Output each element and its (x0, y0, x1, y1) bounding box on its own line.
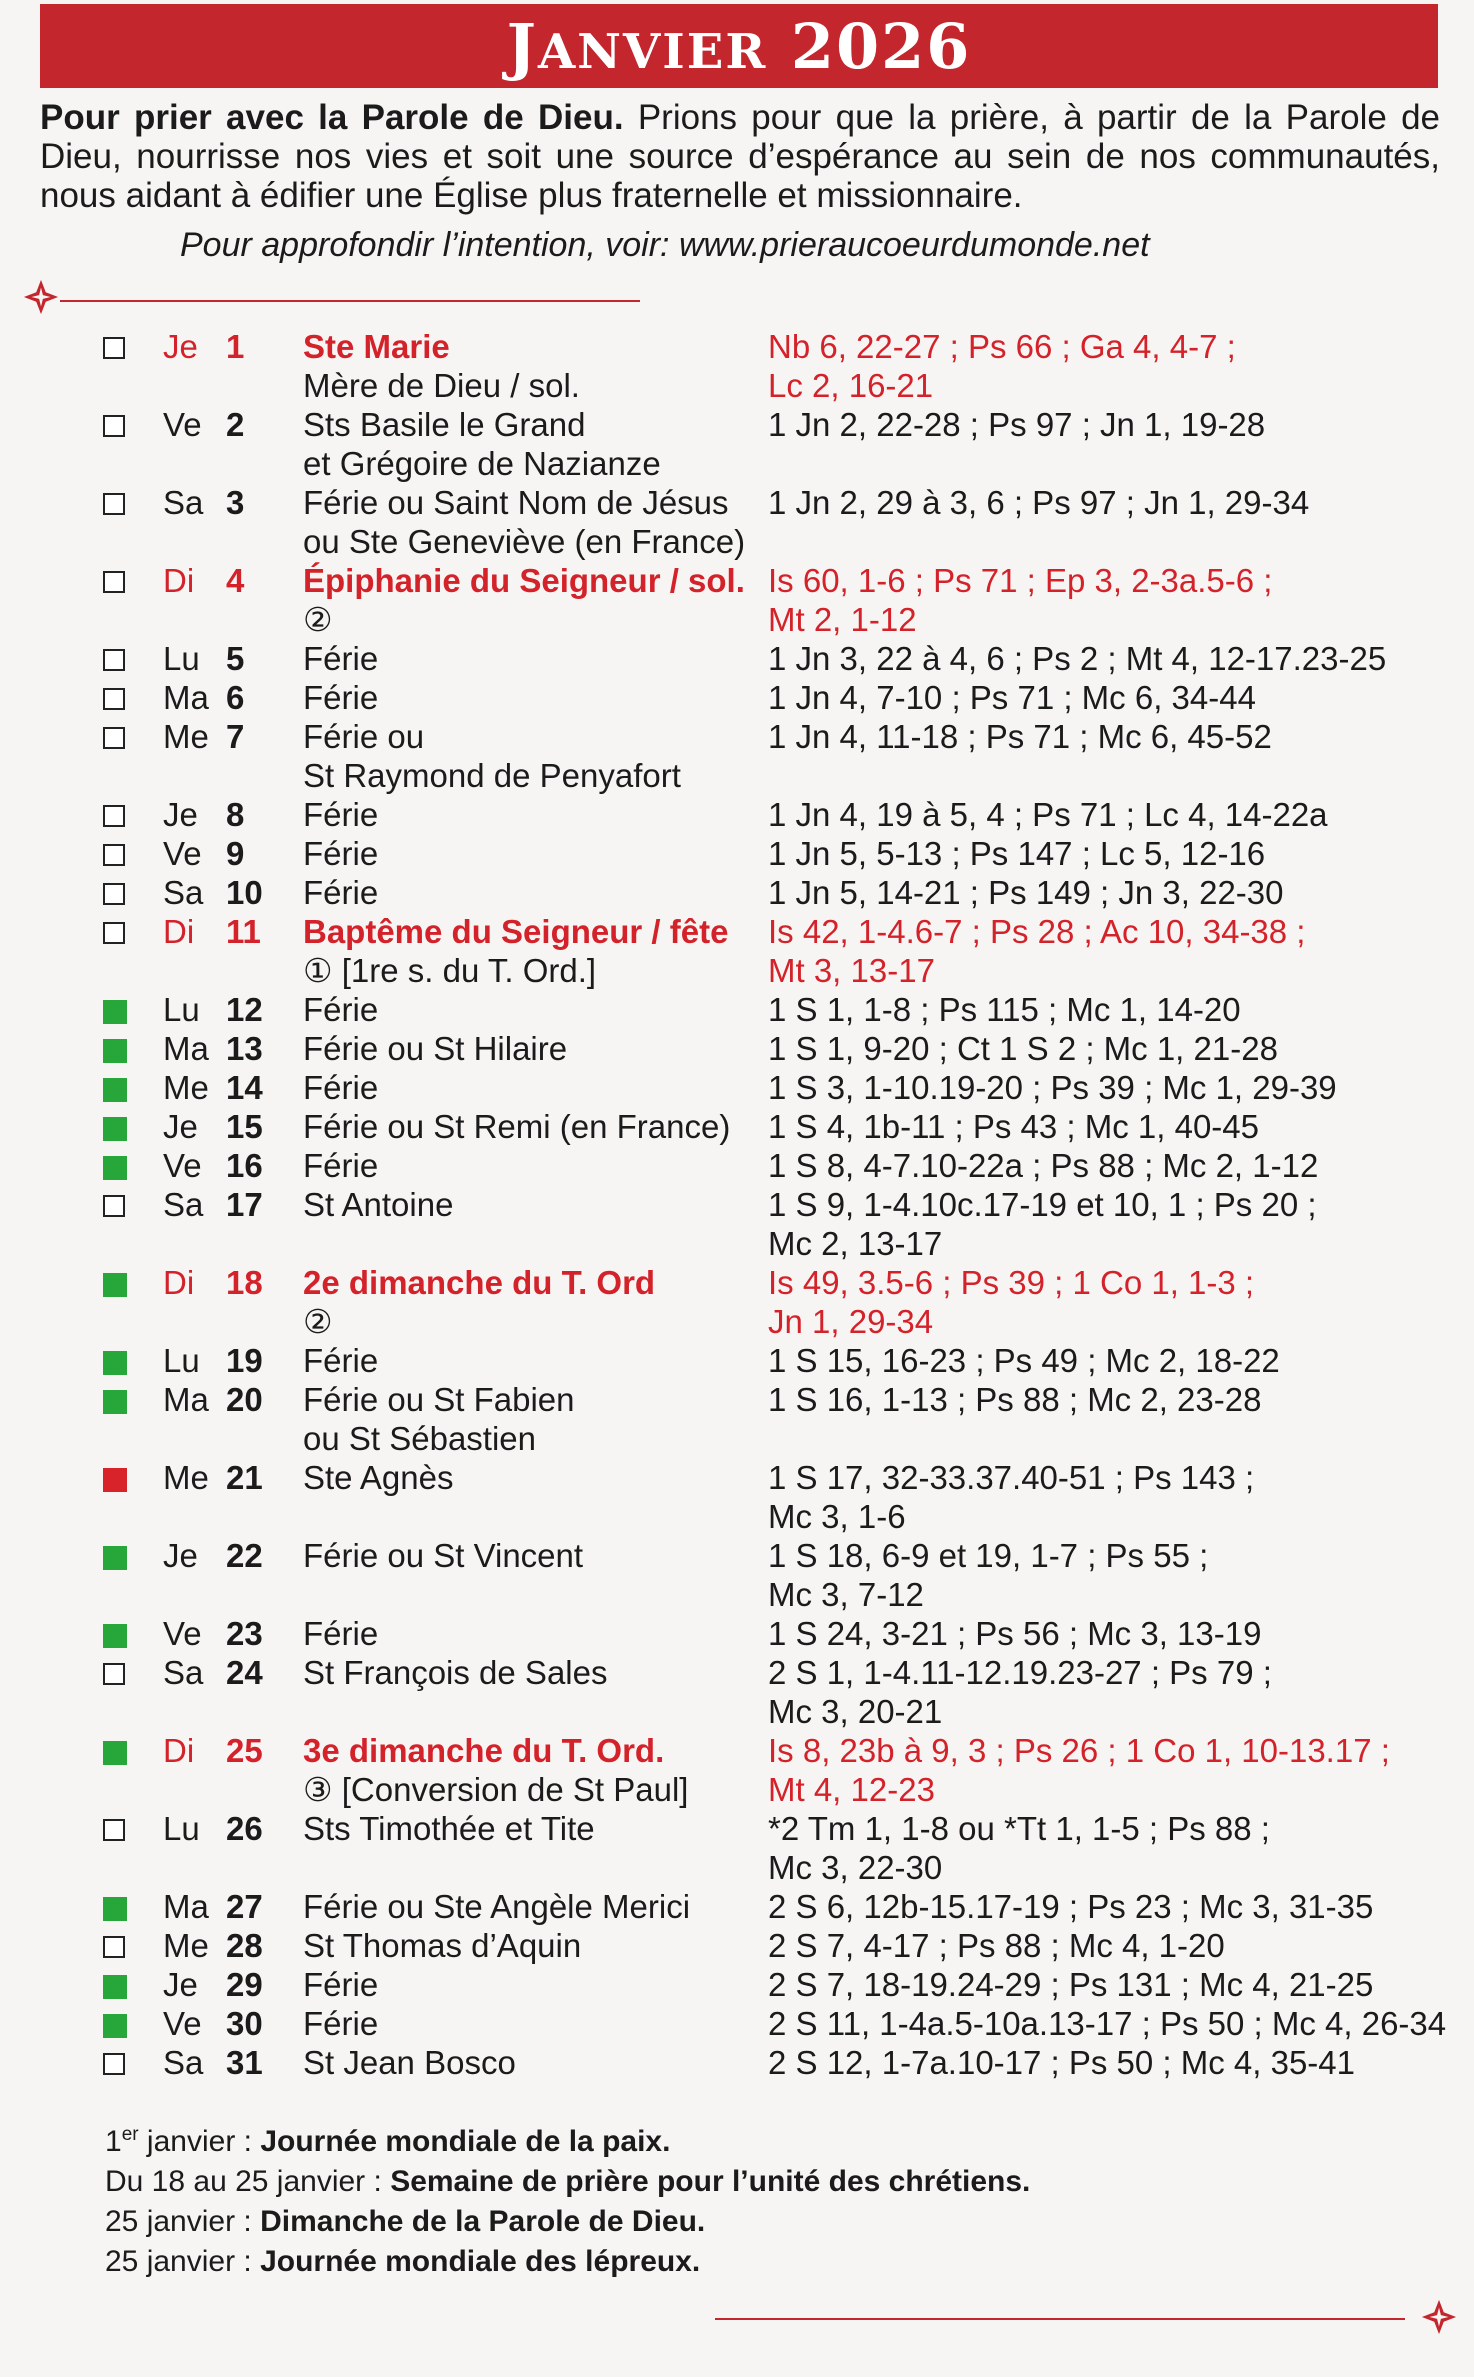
day-checkbox[interactable] (103, 2014, 127, 2038)
day-checkbox[interactable] (103, 1039, 127, 1063)
reading-reference: Mc 3, 22-30 (768, 1849, 943, 1886)
day-checkbox[interactable] (103, 649, 125, 671)
day-of-week: Di (163, 913, 195, 950)
celebration-line: Férie ou Ste Angèle Merici (303, 1888, 691, 1925)
day-number: 8 (226, 796, 245, 833)
celebration-line: Férie ou St Vincent (303, 1537, 584, 1574)
day-of-week: Lu (163, 640, 200, 677)
celebration-line: Ste Marie (303, 328, 450, 365)
day-checkbox[interactable] (103, 1390, 127, 1414)
celebration-line: ou St Sébastien (303, 1420, 536, 1457)
day-of-week: Ma (163, 1030, 209, 1067)
day-number: 22 (226, 1537, 263, 1574)
reading-reference: 2 S 11, 1-4a.5-10a.13-17 ; Ps 50 ; Mc 4, 26-34 (768, 2005, 1447, 2042)
intention-link[interactable]: Pour approfondir l’intention, voir: www.prieraucoeurdumonde.net (180, 226, 1150, 264)
reading-reference: 2 S 7, 18-19.24-29 ; Ps 131 ; Mc 4, 21-25 (768, 1966, 1374, 2003)
day-checkbox[interactable] (103, 1273, 127, 1297)
day-number: 5 (226, 640, 245, 677)
reading-reference: *2 Tm 1, 1-8 ou *Tt 1, 1-5 ; Ps 88 ; (768, 1810, 1270, 1847)
day-checkbox[interactable] (103, 2053, 125, 2075)
reading-reference: 1 S 1, 9-20 ; Ct 1 S 2 ; Mc 1, 21-28 (768, 1030, 1278, 1067)
reading-reference: 1 S 1, 1-8 ; Ps 115 ; Mc 1, 14-20 (768, 991, 1241, 1028)
reading-reference: 1 Jn 4, 7-10 ; Ps 71 ; Mc 6, 34-44 (768, 679, 1256, 716)
day-of-week: Ma (163, 679, 209, 716)
celebration-line: ① [1re s. du T. Ord.] (303, 952, 597, 989)
reading-reference: Is 42, 1-4.6-7 ; Ps 28 ; Ac 10, 34-38 ; (768, 913, 1306, 950)
footer-event: Journée mondiale de la paix. (260, 2125, 671, 2158)
footer-date: 25 janvier : (105, 2245, 261, 2278)
celebration-line: 3e dimanche du T. Ord. (303, 1732, 665, 1769)
reading-reference: 1 S 17, 32-33.37.40-51 ; Ps 143 ; (768, 1459, 1255, 1496)
day-of-week: Ma (163, 1888, 209, 1925)
day-number: 2 (226, 406, 245, 443)
celebration-line: Férie ou St Hilaire (303, 1030, 568, 1067)
reading-reference: 1 Jn 2, 29 à 3, 6 ; Ps 97 ; Jn 1, 29-34 (768, 484, 1310, 521)
celebration-line: Férie ou Saint Nom de Jésus (303, 484, 729, 521)
celebration-line: Férie (303, 1342, 379, 1379)
day-number: 31 (226, 2044, 263, 2081)
celebration-line: Férie ou (303, 718, 425, 755)
reading-reference: 1 S 16, 1-13 ; Ps 88 ; Mc 2, 23-28 (768, 1381, 1262, 1418)
day-of-week: Ve (163, 406, 202, 443)
day-number: 29 (226, 1966, 263, 2003)
reading-reference: 2 S 7, 4-17 ; Ps 88 ; Mc 4, 1-20 (768, 1927, 1225, 1964)
celebration-line: Férie (303, 1966, 379, 2003)
cross-icon (1420, 2298, 1458, 2336)
day-checkbox[interactable] (103, 844, 125, 866)
celebration-line: ③ [Conversion de St Paul] (303, 1771, 689, 1808)
day-checkbox[interactable] (103, 1351, 127, 1375)
intention-title: Pour prier avec la Parole de Dieu. (40, 98, 624, 137)
reading-reference: 1 Jn 5, 14-21 ; Ps 149 ; Jn 3, 22-30 (768, 874, 1284, 911)
day-of-week: Me (163, 718, 209, 755)
day-of-week: Sa (163, 1654, 204, 1691)
celebration-line: Férie (303, 1069, 379, 1106)
day-number: 20 (226, 1381, 263, 1418)
intention-text: Prions pour que la prière, à partir de la Parole de Dieu, nourrisse nos vies et soit une source d’espérance au sein de nos communautés, nous aidant à édifier une Église plus fraternelle et missionnaire. (40, 98, 1440, 215)
day-of-week: Sa (163, 874, 204, 911)
reading-reference: 1 S 3, 1-10.19-20 ; Ps 39 ; Mc 1, 29-39 (768, 1069, 1337, 1106)
day-number: 1 (226, 328, 245, 365)
day-of-week: Sa (163, 1186, 204, 1223)
celebration-line: St Raymond de Penyafort (303, 757, 681, 794)
day-checkbox[interactable] (103, 1468, 127, 1492)
day-number: 21 (226, 1459, 263, 1496)
celebration-line: 2e dimanche du T. Ord (303, 1264, 656, 1301)
celebration-line: Sts Timothée et Tite (303, 1810, 595, 1847)
day-number: 23 (226, 1615, 263, 1652)
day-number: 13 (226, 1030, 263, 1067)
day-of-week: Ma (163, 1381, 209, 1418)
reading-reference: Is 8, 23b à 9, 3 ; Ps 26 ; 1 Co 1, 10-13.17 ; (768, 1732, 1390, 1769)
day-number: 9 (226, 835, 245, 872)
reading-reference: Is 49, 3.5-6 ; Ps 39 ; 1 Co 1, 1-3 ; (768, 1264, 1255, 1301)
footer-date: 1 (105, 2125, 122, 2158)
day-checkbox[interactable] (103, 571, 125, 593)
day-number: 16 (226, 1147, 263, 1184)
celebration-line: Sts Basile le Grand (303, 406, 586, 443)
reading-reference: Lc 2, 16-21 (768, 367, 934, 404)
celebration-line: Baptême du Seigneur / fête (303, 913, 729, 950)
day-of-week: Je (163, 1537, 198, 1574)
day-of-week: Me (163, 1459, 209, 1496)
celebration-line: Férie (303, 835, 379, 872)
day-checkbox[interactable] (103, 1195, 125, 1217)
day-number: 6 (226, 679, 245, 716)
footer-date: Du 18 au 25 janvier : (105, 2165, 391, 2198)
reading-reference: 2 S 6, 12b-15.17-19 ; Ps 23 ; Mc 3, 31-35 (768, 1888, 1374, 1925)
footer-event: Dimanche de la Parole de Dieu. (260, 2205, 706, 2238)
day-checkbox[interactable] (103, 1741, 127, 1765)
day-of-week: Di (163, 1732, 195, 1769)
celebration-line: St Thomas d’Aquin (303, 1927, 582, 1964)
reading-reference: 1 Jn 5, 5-13 ; Ps 147 ; Lc 5, 12-16 (768, 835, 1266, 872)
reading-reference: 1 Jn 3, 22 à 4, 6 ; Ps 2 ; Mt 4, 12-17.23-25 (768, 640, 1387, 677)
footer-note (105, 2202, 1030, 2242)
day-checkbox[interactable] (103, 337, 125, 359)
reading-reference: Mc 2, 13-17 (768, 1225, 943, 1262)
celebration-line: et Grégoire de Nazianze (303, 445, 661, 482)
day-number: 24 (226, 1654, 263, 1691)
celebration-line: Épiphanie du Seigneur / sol. (303, 562, 745, 599)
reading-reference: 1 S 18, 6-9 et 19, 1-7 ; Ps 55 ; (768, 1537, 1209, 1574)
day-checkbox[interactable] (103, 727, 125, 749)
footer-sup: er (121, 2124, 139, 2145)
day-checkbox[interactable] (103, 1000, 127, 1024)
day-number: 28 (226, 1927, 263, 1964)
reading-reference: Mc 3, 20-21 (768, 1693, 943, 1730)
reading-reference: Nb 6, 22-27 ; Ps 66 ; Ga 4, 4-7 ; (768, 328, 1236, 365)
reading-reference: 2 S 12, 1-7a.10-17 ; Ps 50 ; Mc 4, 35-41 (768, 2044, 1356, 2081)
bottom-rule (715, 2318, 1405, 2320)
celebration-line: St Antoine (303, 1186, 454, 1223)
celebration-line: Férie (303, 874, 379, 911)
reading-reference: Mt 4, 12-23 (768, 1771, 935, 1808)
day-checkbox[interactable] (103, 1663, 125, 1685)
reading-reference: Mt 3, 13-17 (768, 952, 935, 989)
day-checkbox[interactable] (103, 688, 125, 710)
day-of-week: Je (163, 1108, 198, 1145)
celebration-line: ② (303, 601, 333, 638)
day-of-week: Lu (163, 1810, 200, 1847)
reading-reference: Mc 3, 7-12 (768, 1576, 924, 1613)
reading-reference: 1 S 24, 3-21 ; Ps 56 ; Mc 3, 13-19 (768, 1615, 1262, 1652)
celebration-line: Férie (303, 640, 379, 677)
day-number: 18 (226, 1264, 263, 1301)
day-number: 3 (226, 484, 245, 521)
footer-event: Semaine de prière pour l’unité des chrétiens. (390, 2165, 1031, 2198)
reading-reference: 1 Jn 4, 11-18 ; Ps 71 ; Mc 6, 45-52 (768, 718, 1272, 755)
reading-reference: 1 S 15, 16-23 ; Ps 49 ; Mc 2, 18-22 (768, 1342, 1280, 1379)
day-of-week: Ve (163, 2005, 202, 2042)
day-number: 12 (226, 991, 263, 1028)
celebration-line: Férie ou St Fabien (303, 1381, 575, 1418)
day-checkbox[interactable] (103, 493, 125, 515)
day-checkbox[interactable] (103, 805, 125, 827)
day-checkbox[interactable] (103, 1624, 127, 1648)
day-number: 10 (226, 874, 263, 911)
day-checkbox[interactable] (103, 1975, 127, 1999)
reading-reference: Jn 1, 29-34 (768, 1303, 934, 1340)
day-number: 17 (226, 1186, 263, 1223)
celebration-line: Férie (303, 1615, 379, 1652)
celebration-line: Mère de Dieu / sol. (303, 367, 580, 404)
reading-reference: 1 Jn 2, 22-28 ; Ps 97 ; Jn 1, 19-28 (768, 406, 1266, 443)
reading-reference: 1 S 4, 1b-11 ; Ps 43 ; Mc 1, 40-45 (768, 1108, 1259, 1145)
reading-reference: 2 S 1, 1-4.11-12.19.23-27 ; Ps 79 ; (768, 1654, 1272, 1691)
day-number: 14 (226, 1069, 263, 1106)
footer-note (105, 2242, 1030, 2282)
reading-reference: 1 S 8, 4-7.10-22a ; Ps 88 ; Mc 2, 1-12 (768, 1147, 1319, 1184)
footer-note (105, 2162, 1030, 2202)
day-of-week: Me (163, 1927, 209, 1964)
celebration-line: Férie ou St Remi (en France) (303, 1108, 731, 1145)
day-checkbox[interactable] (103, 1936, 125, 1958)
day-checkbox[interactable] (103, 883, 125, 905)
day-number: 25 (226, 1732, 263, 1769)
reading-reference: Mc 3, 1-6 (768, 1498, 906, 1535)
day-checkbox[interactable] (103, 1819, 125, 1841)
day-of-week: Je (163, 796, 198, 833)
day-checkbox[interactable] (103, 415, 125, 437)
day-checkbox[interactable] (103, 1897, 127, 1921)
day-of-week: Sa (163, 484, 204, 521)
celebration-line: St François de Sales (303, 1654, 608, 1691)
celebration-line: Férie (303, 2005, 379, 2042)
day-of-week: Ve (163, 1615, 202, 1652)
day-number: 19 (226, 1342, 263, 1379)
reading-reference: 1 S 9, 1-4.10c.17-19 et 10, 1 ; Ps 20 ; (768, 1186, 1317, 1223)
day-number: 26 (226, 1810, 263, 1847)
celebration-line: St Jean Bosco (303, 2044, 516, 2081)
day-number: 30 (226, 2005, 263, 2042)
day-checkbox[interactable] (103, 922, 125, 944)
month-title: JANVIER 2026 (506, 9, 972, 83)
day-number: 27 (226, 1888, 263, 1925)
footer-date: 25 janvier : (105, 2205, 261, 2238)
reading-reference: 1 Jn 4, 19 à 5, 4 ; Ps 71 ; Lc 4, 14-22a (768, 796, 1328, 833)
day-of-week: Ve (163, 1147, 202, 1184)
celebration-line: Férie (303, 796, 379, 833)
celebration-line: Férie (303, 679, 379, 716)
day-of-week: Di (163, 1264, 195, 1301)
reading-reference: Mt 2, 1-12 (768, 601, 917, 638)
day-number: 15 (226, 1108, 263, 1145)
celebration-line: ② (303, 1303, 333, 1340)
day-of-week: Di (163, 562, 195, 599)
day-number: 7 (226, 718, 245, 755)
day-of-week: Lu (163, 991, 200, 1028)
footer-notes (105, 2122, 1030, 2282)
day-checkbox[interactable] (103, 1546, 127, 1570)
footer-note (105, 2122, 1030, 2162)
day-number: 4 (226, 562, 245, 599)
day-checkbox[interactable] (103, 1117, 127, 1141)
reading-reference: Is 60, 1-6 ; Ps 71 ; Ep 3, 2-3a.5-6 ; (768, 562, 1273, 599)
celebration-line: Férie (303, 991, 379, 1028)
day-of-week: Je (163, 328, 198, 365)
day-of-week: Lu (163, 1342, 200, 1379)
day-of-week: Je (163, 1966, 198, 2003)
celebration-line: Férie (303, 1147, 379, 1184)
footer-event: Journée mondiale des lépreux. (260, 2245, 701, 2278)
celebration-line: ou Ste Geneviève (en France) (303, 523, 746, 560)
day-number: 11 (226, 913, 261, 950)
day-of-week: Sa (163, 2044, 204, 2081)
day-checkbox[interactable] (103, 1078, 127, 1102)
day-checkbox[interactable] (103, 1156, 127, 1180)
celebration-line: Ste Agnès (303, 1459, 454, 1496)
day-of-week: Me (163, 1069, 209, 1106)
day-of-week: Ve (163, 835, 202, 872)
footer-date-rest: janvier : (138, 2125, 261, 2158)
